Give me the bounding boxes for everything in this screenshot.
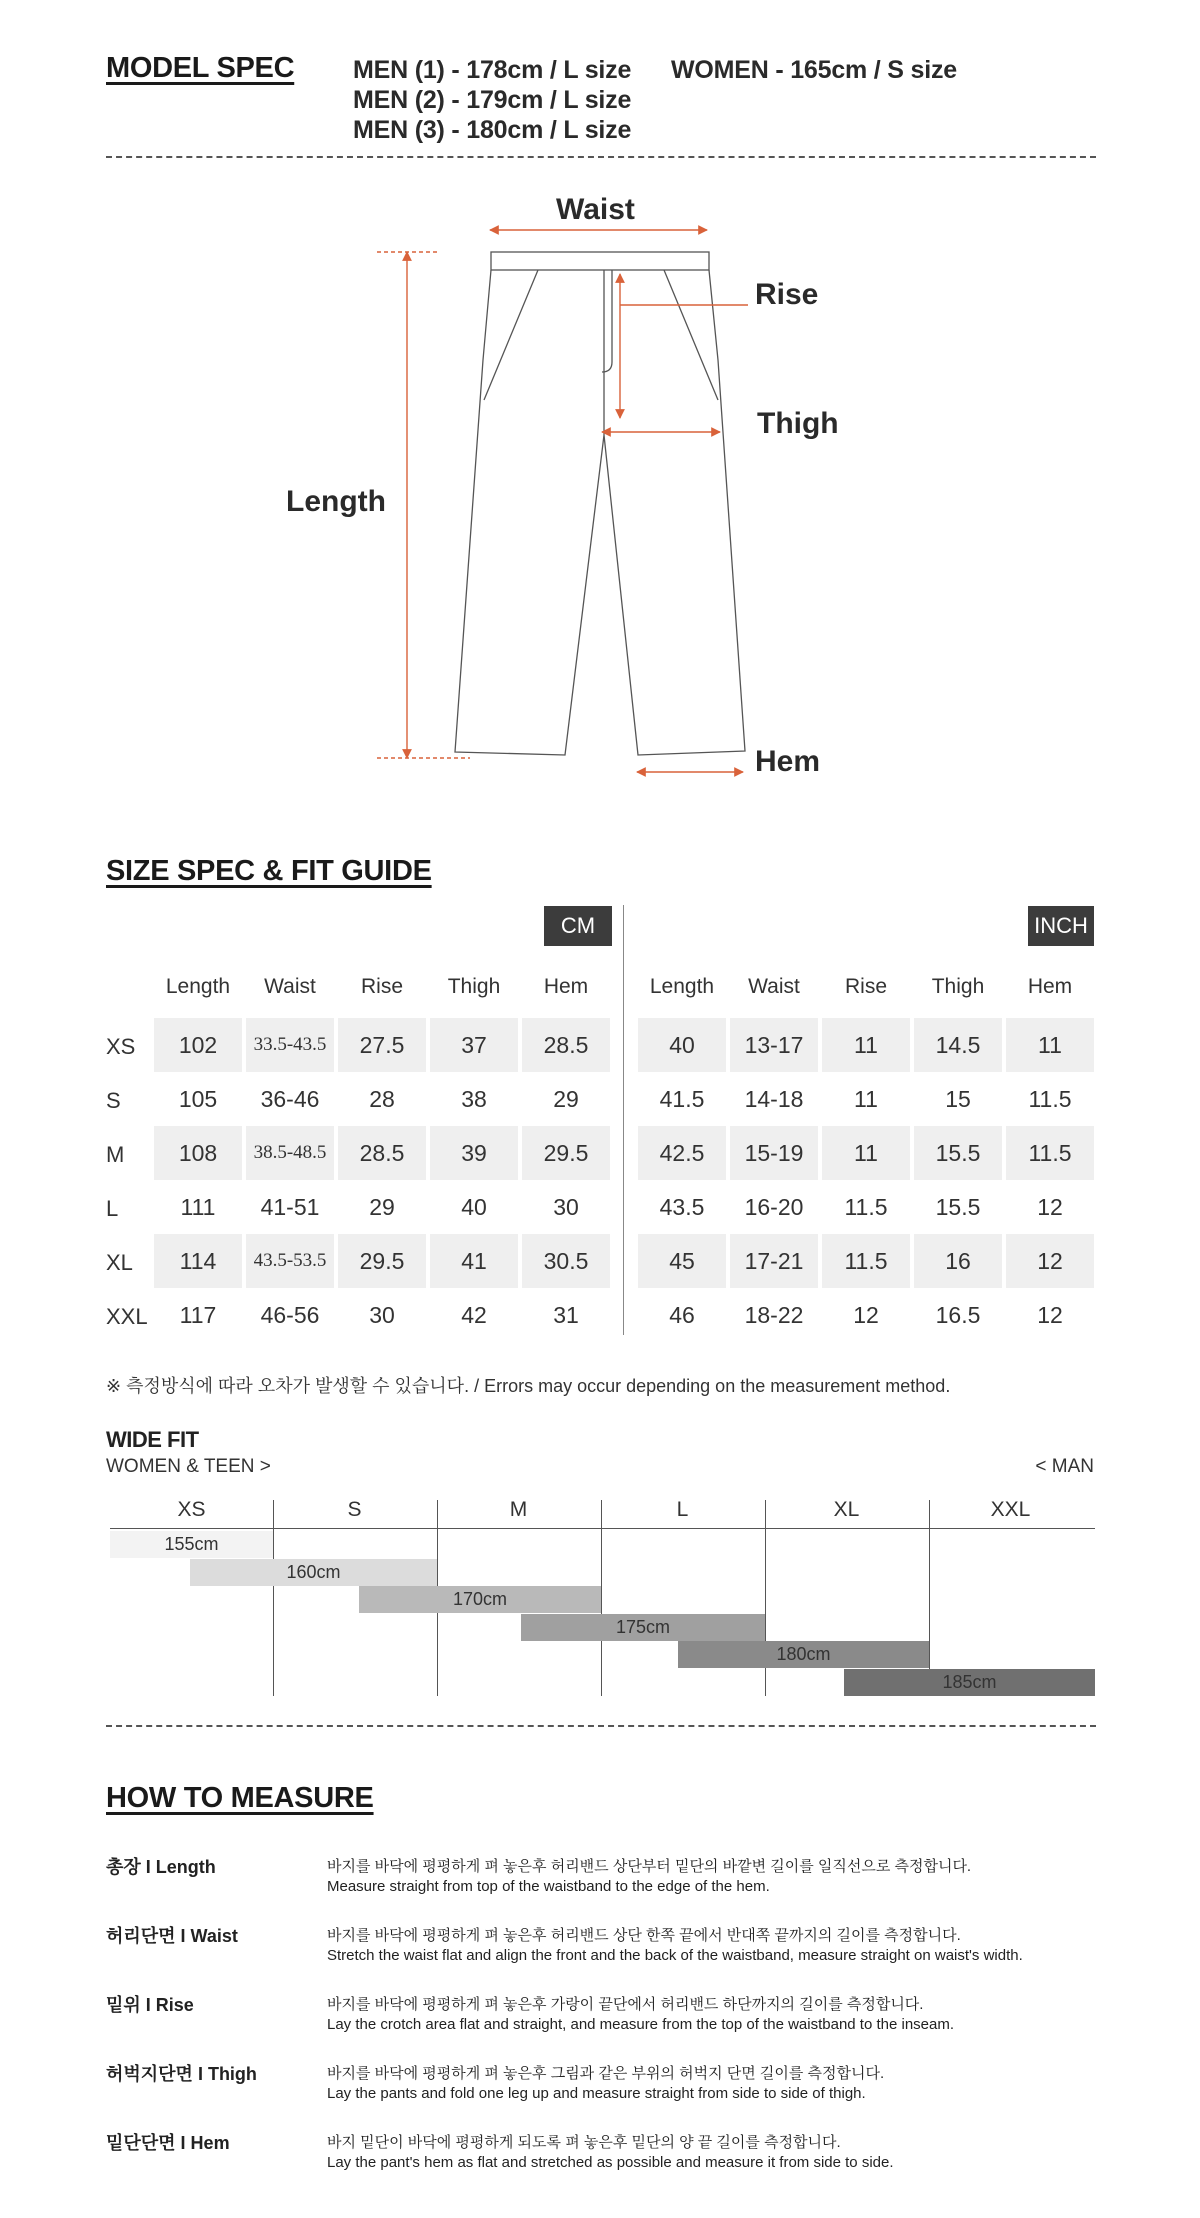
table-cell-cm: 27.5 [338, 1018, 426, 1072]
row-header-size: M [106, 1142, 125, 1167]
wide-fit-gridline [273, 1500, 274, 1696]
size-spec-title: SIZE SPEC & FIT GUIDE [106, 855, 432, 887]
wide-fit-height-bar: 155cm [110, 1531, 273, 1558]
table-cell-inch: 11 [854, 1086, 878, 1112]
table-cell-cm: 30 [553, 1194, 579, 1220]
table-cell-cm: 36-46 [260, 1086, 320, 1112]
table-cell-cm: 39 [430, 1126, 518, 1180]
table-cell-cm: 28.5 [522, 1018, 610, 1072]
diagram-label-rise: Rise [755, 278, 819, 311]
diagram-label-length: Length [286, 485, 386, 518]
model-spec-title: MODEL SPEC [106, 52, 295, 84]
table-cell-cm: 111 [180, 1194, 216, 1220]
measure-desc-en: Measure straight from top of the waistband to the edge of the hem. [327, 1878, 770, 1895]
table-cell-inch: 15 [945, 1086, 971, 1112]
wide-fit-height-bar: 180cm [678, 1641, 929, 1668]
table-cell-cm: 37 [430, 1018, 518, 1072]
table-cell-inch: 15-19 [730, 1126, 818, 1180]
table-cell-inch: 13-17 [730, 1018, 818, 1072]
col-header-inch: Hem [1027, 975, 1073, 998]
model-men-1: MEN (1) - 178cm / L size [353, 56, 632, 84]
wide-fit-size-label: L [676, 1498, 689, 1521]
table-cell-inch: 15.5 [914, 1126, 1002, 1180]
table-cell-cm: 40 [461, 1194, 487, 1220]
wide-fit-height-bar: 170cm [359, 1586, 601, 1613]
model-men-2: MEN (2) - 179cm / L size [353, 86, 632, 114]
measure-term: 밑위 I Rise [106, 1995, 194, 2015]
row-header-size: S [106, 1088, 121, 1113]
wide-fit-gridline [929, 1500, 930, 1696]
divider-top [106, 156, 1096, 158]
table-cell-inch: 16 [914, 1234, 1002, 1288]
table-cell-cm: 31 [553, 1302, 579, 1328]
col-header-inch: Waist [748, 975, 800, 998]
table-cell-cm: 43.5-53.5 [246, 1234, 334, 1288]
table-cell-inch: 12 [1037, 1302, 1063, 1328]
measure-desc-en: Stretch the waist flat and align the front and the back of the waistband, measure straight on waist's width. [327, 1947, 1023, 1964]
table-cell-cm: 29.5 [338, 1234, 426, 1288]
table-cell-inch: 41.5 [659, 1086, 705, 1112]
wide-fit-gridline [601, 1500, 602, 1696]
table-cell-inch: 14.5 [914, 1018, 1002, 1072]
divider-bottom [106, 1725, 1096, 1727]
wide-fit-size-label: M [509, 1498, 528, 1521]
table-cell-inch: 11 [822, 1018, 910, 1072]
table-cell-cm: 29.5 [522, 1126, 610, 1180]
wide-fit-height-bar: 185cm [844, 1669, 1095, 1696]
pants-outline [455, 252, 745, 755]
row-header-size: XXL [106, 1304, 148, 1329]
model-women: WOMEN - 165cm / S size [671, 56, 957, 84]
table-cell-cm: 108 [154, 1126, 242, 1180]
table-cell-cm: 38.5-48.5 [246, 1126, 334, 1180]
row-header-size: XS [106, 1034, 136, 1059]
measure-desc-ko: 바지를 바닥에 평평하게 펴 놓은후 허리밴드 상단부터 밑단의 바깥변 길이를 일직선으로 측정합니다. [327, 1858, 972, 1875]
row-header-size: XL [106, 1250, 133, 1275]
measure-term: 허리단면 I Waist [106, 1926, 238, 1946]
model-men-3: MEN (3) - 180cm / L size [353, 116, 632, 144]
col-header-inch: Length [649, 975, 715, 998]
table-cell-inch: 18-22 [744, 1302, 804, 1328]
table-cell-cm: 105 [178, 1086, 218, 1112]
table-cell-cm: 102 [154, 1018, 242, 1072]
col-header-inch: Thigh [931, 975, 985, 998]
measure-desc-ko: 바지를 바닥에 평평하게 펴 놓은후 허리밴드 상단 한쪽 끝에서 반대쪽 끝까지의 길이를 측정합니다. [327, 1927, 961, 1944]
table-cell-inch: 46 [669, 1302, 695, 1328]
wide-fit-size-label: XS [177, 1498, 206, 1521]
table-cell-cm: 29 [369, 1194, 395, 1220]
unit-cm-badge: CM [544, 906, 612, 946]
table-cell-inch: 40 [638, 1018, 726, 1072]
measure-desc-en: Lay the crotch area flat and straight, and measure from the top of the waistband to the inseam. [327, 2016, 955, 2033]
measure-term: 밑단단면 I Hem [106, 2133, 230, 2153]
unit-inch-badge: INCH [1028, 906, 1094, 946]
diagram-label-waist: Waist [556, 193, 635, 226]
col-header-inch: Rise [844, 975, 887, 998]
table-cell-inch: 43.5 [659, 1194, 705, 1220]
col-header-cm: Rise [360, 975, 403, 998]
wide-fit-height-bar: 160cm [190, 1559, 437, 1586]
table-cell-inch: 16.5 [935, 1302, 981, 1328]
table-cell-inch: 11 [1006, 1018, 1094, 1072]
measure-desc-en: Lay the pants and fold one leg up and measure straight from side to side of thigh. [327, 2085, 866, 2102]
table-cell-inch: 11.5 [1006, 1126, 1094, 1180]
table-cell-cm: 41 [430, 1234, 518, 1288]
table-cell-inch: 11.5 [844, 1194, 888, 1220]
wide-fit-title: WIDE FIT [106, 1427, 199, 1452]
table-cell-cm: 30.5 [522, 1234, 610, 1288]
measure-term: 허벅지단면 I Thigh [106, 2064, 257, 2084]
table-cell-inch: 15.5 [935, 1194, 981, 1220]
measure-desc-en: Lay the pant's hem as flat and stretched as possible and measure it from side to side. [327, 2154, 894, 2171]
col-header-cm: Length [165, 975, 231, 998]
table-cell-cm: 29 [553, 1086, 579, 1112]
pants-diagram [0, 180, 1200, 800]
table-cell-inch: 11.5 [1028, 1086, 1072, 1112]
table-cell-cm: 41-51 [260, 1194, 320, 1220]
col-header-cm: Hem [543, 975, 589, 998]
table-cell-cm: 114 [154, 1234, 242, 1288]
table-cell-inch: 12 [853, 1302, 879, 1328]
table-cell-inch: 16-20 [744, 1194, 804, 1220]
table-cell-cm: 28 [369, 1086, 395, 1112]
wide-fit-man-label: < MAN [1035, 1456, 1094, 1477]
table-cell-inch: 45 [638, 1234, 726, 1288]
table-divider [623, 905, 624, 1335]
diagram-label-hem: Hem [755, 745, 821, 778]
measure-lines [377, 230, 748, 772]
col-header-cm: Thigh [447, 975, 501, 998]
table-cell-inch: 14-18 [744, 1086, 804, 1112]
row-header-size: L [106, 1196, 119, 1221]
table-cell-cm: 42 [461, 1302, 487, 1328]
table-cell-cm: 33.5-43.5 [246, 1018, 334, 1072]
table-cell-cm: 38 [461, 1086, 487, 1112]
wide-fit-size-label: S [347, 1498, 362, 1521]
table-cell-cm: 30 [369, 1302, 395, 1328]
measure-desc-ko: 바지를 바닥에 평평하게 펴 놓은후 가랑이 끝단에서 허리밴드 하단까지의 길이를 측정합니다. [327, 1996, 924, 2013]
col-header-cm: Waist [264, 975, 316, 998]
table-cell-inch: 11.5 [822, 1234, 910, 1288]
how-to-measure-title: HOW TO MEASURE [106, 1782, 374, 1814]
wide-fit-size-label: XXL [990, 1498, 1031, 1521]
measurement-note: ※ 측정방식에 따라 오차가 발생할 수 있습니다. / Errors may occur depending on the measurement method. [106, 1376, 951, 1396]
wide-fit-baseline [110, 1528, 1095, 1529]
table-cell-inch: 17-21 [730, 1234, 818, 1288]
wide-fit-women-label: WOMEN & TEEN > [106, 1456, 271, 1477]
table-cell-cm: 117 [179, 1302, 217, 1328]
measure-term: 총장 I Length [106, 1857, 216, 1877]
table-cell-cm: 46-56 [260, 1302, 320, 1328]
wide-fit-size-label: XL [833, 1498, 860, 1521]
table-cell-inch: 12 [1037, 1194, 1063, 1220]
measure-desc-ko: 바지 밑단이 바닥에 평평하게 되도록 펴 놓은후 밑단의 양 끝 길이를 측정합니다. [327, 2134, 841, 2151]
measure-desc-ko: 바지를 바닥에 평평하게 펴 놓은후 그림과 같은 부위의 허벅지 단면 길이를 측정합니다. [327, 2065, 885, 2082]
table-cell-inch: 11 [822, 1126, 910, 1180]
wide-fit-height-bar: 175cm [521, 1614, 765, 1641]
table-cell-inch: 12 [1006, 1234, 1094, 1288]
table-cell-cm: 28.5 [338, 1126, 426, 1180]
diagram-label-thigh: Thigh [757, 407, 839, 440]
table-cell-inch: 42.5 [638, 1126, 726, 1180]
